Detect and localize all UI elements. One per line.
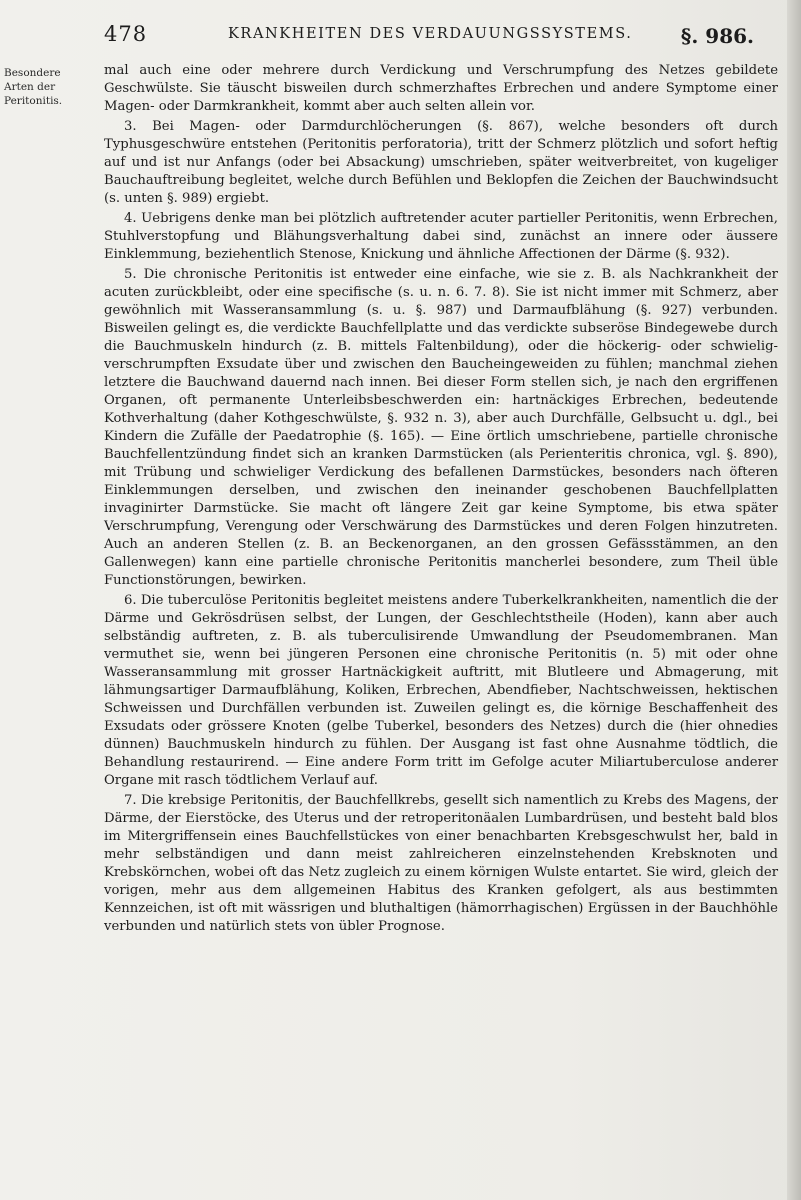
margin-note: Besondere Arten der Peritonitis.: [4, 67, 63, 107]
paragraph-continuation: mal auch eine oder mehrere durch Verdickung und Verschrumpfung des Netzes gebildete Geschwülste. Sie täuscht bisweilen durch schmerzhaftes Erbrechen und andere Symptome einer Magen- oder Darmkrankheit, kommt aber auch selten allein vor.: [104, 63, 778, 114]
paragraph-5-chronic: 5. Die chronische Peritonitis ist entweder eine einfache, wie sie z. B. als Nachkrankheit der acuten zurückbleibt, oder eine specifische (s. u. n. 6. 7. 8). Sie ist nicht immer mit Schmerz, aber gewöhnlich mit Wasseransammlung (s. u. §. 987) und Darmaufblähung (§. 927) verbunden. Bisweilen gelingt es, die verdickte Bauchfellplatte und das verdickte subseröse Bindegewebe durch die Bauchmuskeln hindurch (z. B. mittels Faltenbildung), oder die höckerig- oder schwielig-verschrumpften Exsudate über und zwischen den Baucheingeweiden zu fühlen; manchmal ziehen letztere die Bauchwand dauernd nach innen. Bei dieser Form stellen sich, je nach den ergriffenen Organen, oft permanente Unterleibsbeschwerden ein: hartnäckiges Erbrechen, bedeutende Kothverhaltung (daher Kothgeschwülste, §. 932 n. 3), aber auch Durchfälle, Gelbsucht u. dgl., bei Kindern die Zufälle der Paedatrophie (§. 165). — Eine örtlich umschriebene, partielle chronische Bauchfellentzündung findet sich an kranken Darmstücken (als Perienteritis chronica, vgl. §. 890), mit Trübung und schwieliger Verdickung des befallenen Darmstückes, besonders nach öfteren Einklemmungen derselben, und zwischen den ineinander geschobenen Bauchfellplatten invaginirter Darmstücke. Sie macht oft längere Zeit gar keine Symptome, bis etwa später Verschrumpfung, Verengung oder Verschwärung des Darmstückes und deren Folgen hinzutreten. Auch an anderen Stellen (z. B. an Beckenorganen, an den grossen Gefässstämmen, an den Gallenwegen) kann eine partielle chronische Peritonitis mancherlei besondere, zum Theil üble Functionstörungen, bewirken.: [104, 267, 778, 588]
running-header: [60, 18, 760, 54]
paragraph-7-cancerous: 7. Die krebsige Peritonitis, der Bauchfellkrebs, gesellt sich namentlich zu Krebs des Magens, der Därme, der Eierstöcke, des Uterus und der retroperitonäalen Lumbardrüsen, und besteht bald blos im Mitergriffensein eines Bauchfellstückes von einer benachbarten Krebsgeschwulst her, bald in mehr selbständigen und dann meist zahlreicheren einzelnstehenden Krebsknoten und Krebskörnchen, wobei oft das Netz zugleich zu einem körnigen Wulste entartet. Sie wird, gleich der vorigen, mehr aus dem allgemeinen Habitus des Kranken gefolgert, als aus bestimmten Kennzeichen, ist oft mit wässrigen und bluthaltigen (hämorrhagischen) Ergüssen in der Bauchhöhle verbunden und natürlich stets von übler Prognose.: [104, 793, 778, 934]
paragraph-4-acute-partial: 4. Uebrigens denke man bei plötzlich auftretender acuter partieller Peritonitis, wenn Erbrechen, Stuhlverstopfung und Blähungsverhaltung dabei sind, zunächst an innere oder äussere Einklemmung, beziehentlich Stenose, Knickung und ähnliche Affectionen der Därme (§. 932).: [104, 211, 778, 262]
section-number: §. 986.: [680, 24, 754, 48]
running-title: KRANKHEITEN DES VERDAUUNGSSYSTEMS.: [228, 26, 633, 42]
page-edge: [787, 0, 801, 1200]
paragraph-6-tuberculous: 6. Die tuberculöse Peritonitis begleitet meistens andere Tuberkelkrankheiten, namentlich die der Därme und Gekrösdrüsen selbst, der Lungen, der Geschlechtstheile (Hoden), kann aber auch selbständig auftreten, z. B. als tuberculisirende Umwandlung der Pseudomembranen. Man vermuthet sie, wenn bei jüngeren Personen eine chronische Peritonitis (n. 5) mit oder ohne Wasseransammlung mit grosser Hartnäckigkeit auftritt, mit Blutleere und Abmagerung, mit lähmungsartiger Darmaufblähung, Koliken, Erbrechen, Abendfieber, Nachtschweissen, hektischen Schweissen und Durchfällen verbunden ist. Zuweilen gelingt es, die körnige Beschaffenheit des Exsudats oder grössere Knoten (gelbe Tuberkel, besonders des Netzes) durch die (hier ohnedies dünnen) Bauchmuskeln hindurch zu fühlen. Der Ausgang ist fast ohne Ausnahme tödtlich, die Behandlung restaurirend. — Eine andere Form tritt im Gefolge acuter Miliartuberculose anderer Organe mit rasch tödtlichem Verlauf auf.: [104, 593, 778, 788]
body-text: [104, 62, 778, 938]
page-number: 478: [104, 22, 148, 46]
paragraph-3-perforation: 3. Bei Magen- oder Darmdurchlöcherungen (§. 867), welche besonders oft durch Typhusgeschwüre entstehen (Peritonitis perforatoria), tritt der Schmerz plötzlich und sofort heftig auf und ist nur Anfangs (oder bei Absackung) umschrieben, später weitverbreitet, von kugeliger Bauchauftreibung begleitet, welche durch Befühlen und Beklopfen die Zeichen der Bauchwindsucht (s. unten §. 989) ergiebt.: [104, 119, 778, 206]
